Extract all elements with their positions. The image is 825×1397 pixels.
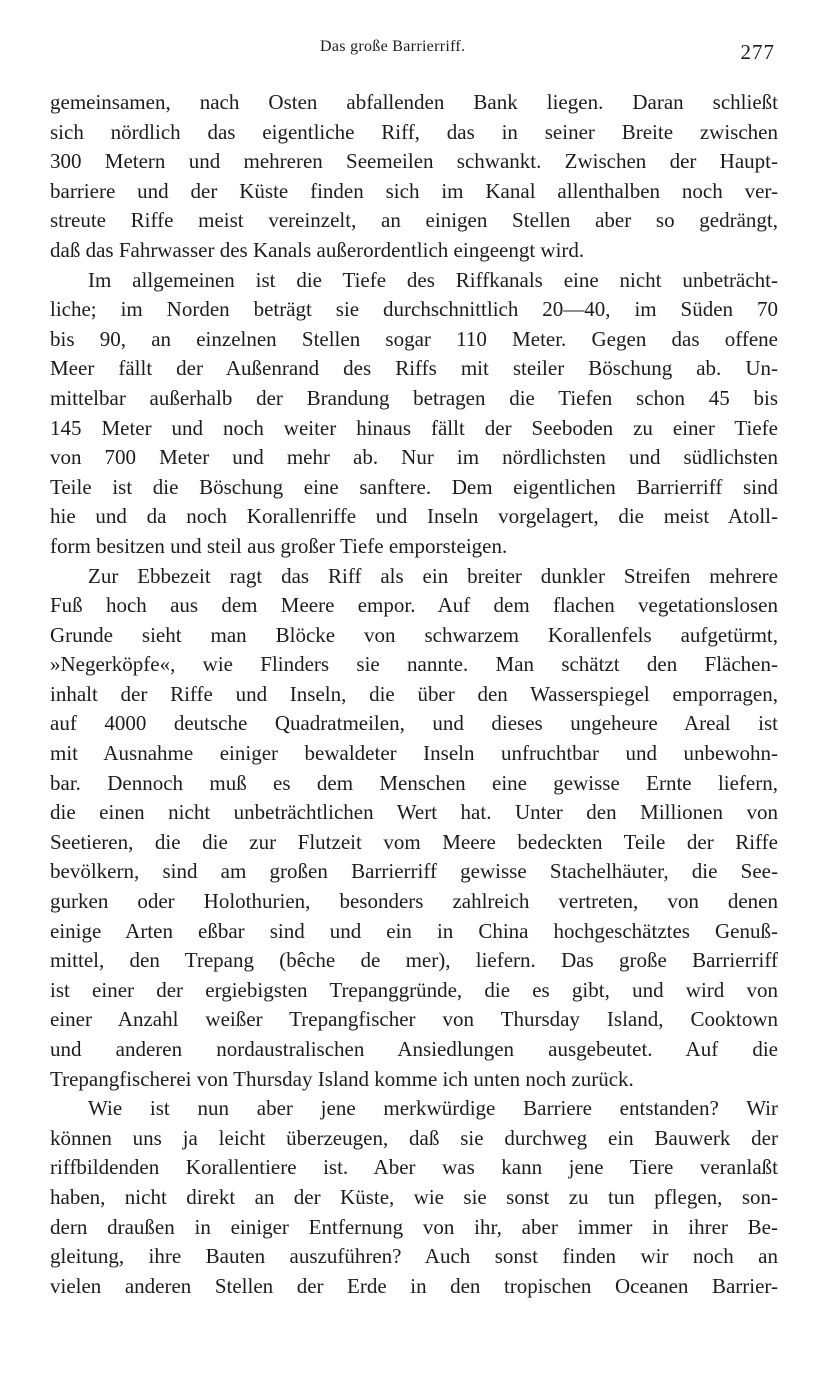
text-line: gemeinsamen, nach Osten abfallenden Bank liegen. Daran schließt: [50, 90, 778, 114]
body-text: [50, 88, 778, 1301]
text-line: Trepangfischerei von Thursday Island komme ich unten noch zurück.: [50, 1066, 634, 1091]
text-line: riffbildenden Korallentiere ist. Aber was kann jene Tiere veranlaßt: [50, 1155, 778, 1180]
text-line: dern draußen in einiger Entfernung von ihr, aber immer in ihrer Be-: [50, 1214, 778, 1239]
text-line: haben, nicht direkt an der Küste, wie sie sonst zu tun pflegen, son-: [50, 1184, 778, 1209]
text-line: Wie ist nun aber jene merkwürdige Barriere entstanden? Wir: [88, 1096, 778, 1121]
text-line: von 700 Meter und mehr ab. Nur im nördlichsten und südlichsten: [50, 445, 778, 470]
text-line: form besitzen und steil aus großer Tiefe emporsteigen.: [50, 533, 508, 558]
text-line: Fuß hoch aus dem Meere empor. Auf dem flachen vegetationslosen: [50, 593, 778, 618]
text-line: auf 4000 deutsche Quadratmeilen, und dieses ungeheure Areal ist: [50, 711, 778, 736]
text-line: gleitung, ihre Bauten auszuführen? Auch sonst finden wir noch an: [50, 1244, 778, 1269]
text-line: inhalt der Riffe und Inseln, die über den Wasserspiegel emporragen,: [50, 681, 778, 706]
text-line: liche; im Norden beträgt sie durchschnittlich 20—40, im Süden 70: [50, 297, 778, 322]
text-line: mittel, den Trepang (bêche de mer), liefern. Das große Barrierriff: [50, 948, 778, 973]
text-line: 300 Metern und mehreren Seemeilen schwankt. Zwischen der Haupt-: [50, 149, 778, 174]
text-line: ist einer der ergiebigsten Trepanggründe, die es gibt, und wird von: [50, 977, 778, 1002]
text-line: bevölkern, sind am großen Barrierriff gewisse Stachelhäuter, die See-: [50, 859, 778, 884]
text-line: mittelbar außerhalb der Brandung betragen die Tiefen schon 45 bis: [50, 385, 778, 410]
text-line: können uns ja leicht überzeugen, daß sie durchweg ein Bauwerk der: [50, 1125, 778, 1150]
text-line: sich nördlich das eigentliche Riff, das in seiner Breite zwischen: [50, 119, 778, 144]
text-line: 145 Meter und noch weiter hinaus fällt der Seeboden zu einer Tiefe: [50, 415, 778, 440]
text-line: einige Arten eßbar sind und ein in China hochgeschätztes Genuß-: [50, 918, 778, 943]
running-title: Das große Barrierriff.: [320, 38, 466, 55]
text-line: bis 90, an einzelnen Stellen sogar 110 Meter. Gegen das offene: [50, 326, 778, 351]
text-line: einer Anzahl weißer Trepangfischer von Thursday Island, Cooktown: [50, 1007, 778, 1032]
text-line: Zur Ebbezeit ragt das Riff als ein breiter dunkler Streifen mehrere: [88, 563, 778, 588]
text-line: »Negerköpfe«, wie Flinders sie nannte. Man schätzt den Flächen-: [50, 652, 778, 677]
text-line: streute Riffe meist vereinzelt, an einigen Stellen aber so gedrängt,: [50, 208, 778, 233]
paragraph: [50, 1094, 778, 1301]
text-line: Grunde sieht man Blöcke von schwarzem Korallenfels aufgetürmt,: [50, 622, 778, 647]
paragraph: [50, 266, 778, 562]
text-line: Teile ist die Böschung eine sanftere. Dem eigentlichen Barrierriff sind: [50, 474, 778, 499]
text-line: Meer fällt der Außenrand des Riffs mit steiler Böschung ab. Un-: [50, 356, 778, 381]
text-line: hie und da noch Korallenriffe und Inseln vorgelagert, die meist Atoll-: [50, 504, 778, 529]
page-number: 277: [740, 40, 775, 64]
text-line: mit Ausnahme einiger bewaldeter Inseln unfruchtbar und unbewohn-: [50, 741, 778, 766]
paragraph: [50, 562, 778, 1095]
text-line: Im allgemeinen ist die Tiefe des Riffkanals eine nicht unbeträcht-: [88, 267, 778, 292]
text-line: Seetieren, die die zur Flutzeit vom Meere bedeckten Teile der Riffe: [50, 829, 778, 854]
text-line: und anderen nordaustralischen Ansiedlungen ausgebeutet. Auf die: [50, 1037, 778, 1061]
text-line: die einen nicht unbeträchtlichen Wert hat. Unter den Millionen von: [50, 800, 778, 825]
text-line: daß das Fahrwasser des Kanals außerordentlich eingeengt wird.: [50, 237, 585, 262]
text-line: barriere und der Küste finden sich im Kanal allenthalben noch ver-: [50, 178, 778, 203]
text-line: gurken oder Holothurien, besonders zahlreich vertreten, von denen: [50, 889, 778, 914]
paragraph: [50, 88, 778, 266]
text-line: bar. Dennoch muß es dem Menschen eine gewisse Ernte liefern,: [50, 770, 778, 795]
text-line: vielen anderen Stellen der Erde in den tropischen Oceanen Barrier-: [50, 1273, 778, 1298]
